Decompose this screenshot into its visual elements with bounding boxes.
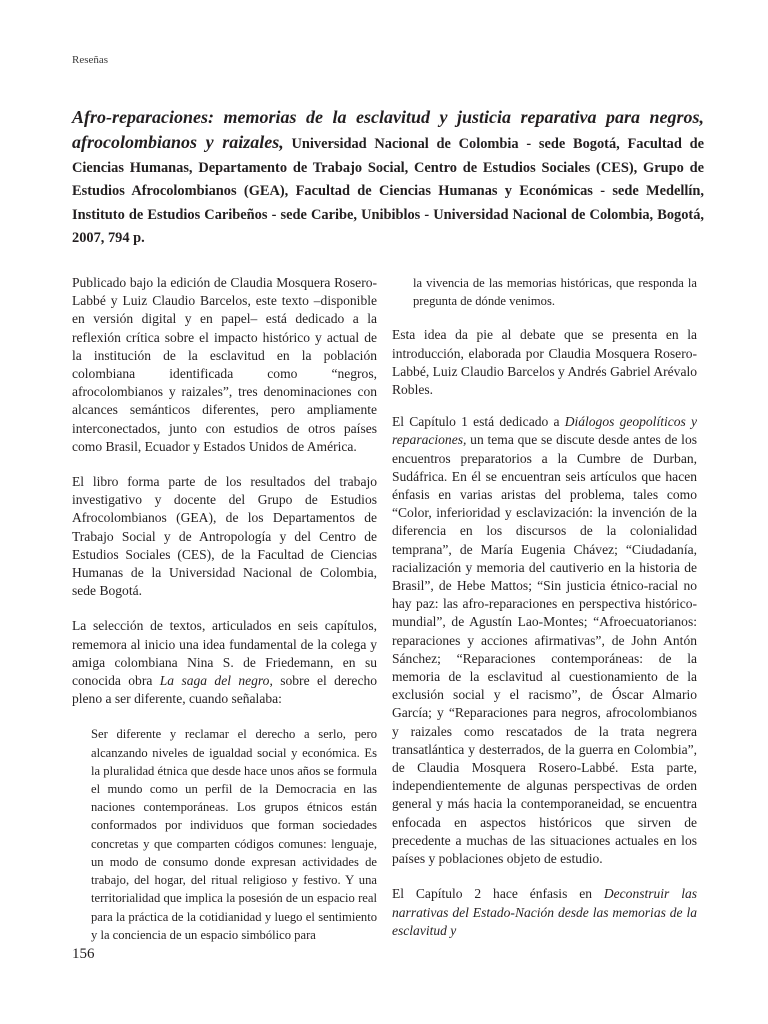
publication-info: Universidad Nacional de Colombia - sede Bogotá, Facultad de Ciencias Humanas, Departamento de Trabajo Social, Centro de Estudios Sociales (CES), Grupo de Estudios Afrocolombianos (GEA), Facultad de Ciencias Humanas y Económicas - sede Medellín, Instituto de Estudios Caribeños - sede Caribe, Unibiblos - Universidad Nacional de Colombia, Bogotá, 2007, 794 p.: [72, 136, 704, 247]
page-number: 156: [72, 946, 95, 962]
section-label: Reseñas: [72, 54, 109, 66]
block-quote-continued: la vivencia de las memorias históricas, que responda la pregunta de dónde venimos.: [413, 276, 697, 309]
paragraph: Esta idea da pie al debate que se presenta en la introducción, elaborada por Claudia Mosquera Rosero-Labbé, Luiz Claudio Barcelos y Andrés Gabriel Arévalo Robles.: [392, 327, 697, 398]
chapter-title: Diálogos geopolíticos y reparaciones,: [392, 414, 698, 448]
chapter-title: Deconstruir las narrativas del Estado-Nación desde las memorias de la esclavitud y: [392, 886, 698, 938]
paragraph: Publicado bajo la edición de Claudia Mosquera Rosero-Labbé y Luiz Claudio Barcelos, este texto –disponible en versión digital y en papel– está dedicado a la reflexión crítica sobre el impacto histórico y actual de la institución de la esclavitud en la población colombiana identificada como “negros, afrocolombianos y raizales”, tres denominaciones con alcances semánticos diferentes, pero ampliamente interconectados, junto con estudios de otros países como Brasil, Ecuador y Estados Unidos de América.: [72, 275, 377, 454]
right-column: [392, 274, 697, 957]
book-title: Afro-reparaciones: memorias de la esclavitud y justicia reparativa para negros, afrocolombianos y raizales,: [72, 107, 704, 153]
block-quote: Ser diferente y reclamar el derecho a serlo, pero alcanzando niveles de igualdad social y económica. Es la pluralidad étnica que desde hace unos años se formula el mundo como un perfil de la Democracia en las naciones contemporáneas. Los grupos étnicos están conformados por individuos que forman sociedades concretas y que comparten códigos comunes: lenguaje, un modo de consumo donde expresan actividades de trabajo, del hogar, del ritual religioso y festivo. Y una territorialidad que implica la posesión de un espacio real para la práctica de la cotidianidad y luego el sentimiento y la conciencia de un espacio simbólico para: [91, 727, 377, 942]
paragraph: El Capítulo 1 está dedicado a Diálogos geopolíticos y reparaciones, un tema que se discute desde antes de los encuentros preparatorios a la Cumbre de Durban, Sudáfrica. En él se encuentran seis artículos que hacen énfasis en varias aristas del problema, tales como “Color, inferioridad y esclavización: la invención de la diferencia en los discursos de la colonialidad temprana”, de María Eugenia Chávez; “Ciudadanía, racialización y memoria del cautiverio en la historia de Brasil”, de Hebe Mattos; “Sin justicia étnico-racial no hay paz: las afro-reparaciones en perspectiva histórico-mundial”, de Agustín Lao-Montes; “Afroecuatorianos: reparaciones y acciones afirmativas”, de John Antón Sánchez; “Reparaciones contemporáneas: de la memoria de la esclavitud al cuestionamiento de la exclusión social y el racismo”, de Óscar Almario García; y “Reparaciones para negros, afrocolombianos y raizales como rescatados de la trata negrera transatlántica y desterrados, de la guerra en Colombia”, de Claudia Mosquera Rosero-Labbé. Esta parte, independientemente de algunas perspectivas de orden general y más hacia la contemporaneidad, se encuentra enfocada en aspectos históricos que sirven de precedente a muchas de las situaciones actuales en los países y poblaciones objeto de estudio.: [392, 414, 698, 867]
paragraph: El Capítulo 2 hace énfasis en Deconstruir las narrativas del Estado-Nación desde las memorias de la esclavitud y: [392, 886, 698, 938]
paragraph: El libro forma parte de los resultados del trabajo investigativo y docente del Grupo de Estudios Afrocolombianos (GEA), de los Departamentos de Trabajo Social y de Antropología y del Centro de Estudios Sociales (CES), de la Facultad de Ciencias Humanas de la Universidad Nacional de Colombia, sede Bogotá.: [72, 474, 377, 599]
work-title: La saga del negro: [159, 673, 270, 689]
paragraph: La selección de textos, articulados en seis capítulos, rememora al inicio una idea fundamental de la colega y amiga colombiana Nina S. de Friedemann, en su conocida obra La saga del negro, sobre el derecho pleno a ser diferente, cuando señalaba:: [72, 618, 377, 707]
left-column: [72, 274, 377, 944]
review-heading: [72, 106, 704, 250]
